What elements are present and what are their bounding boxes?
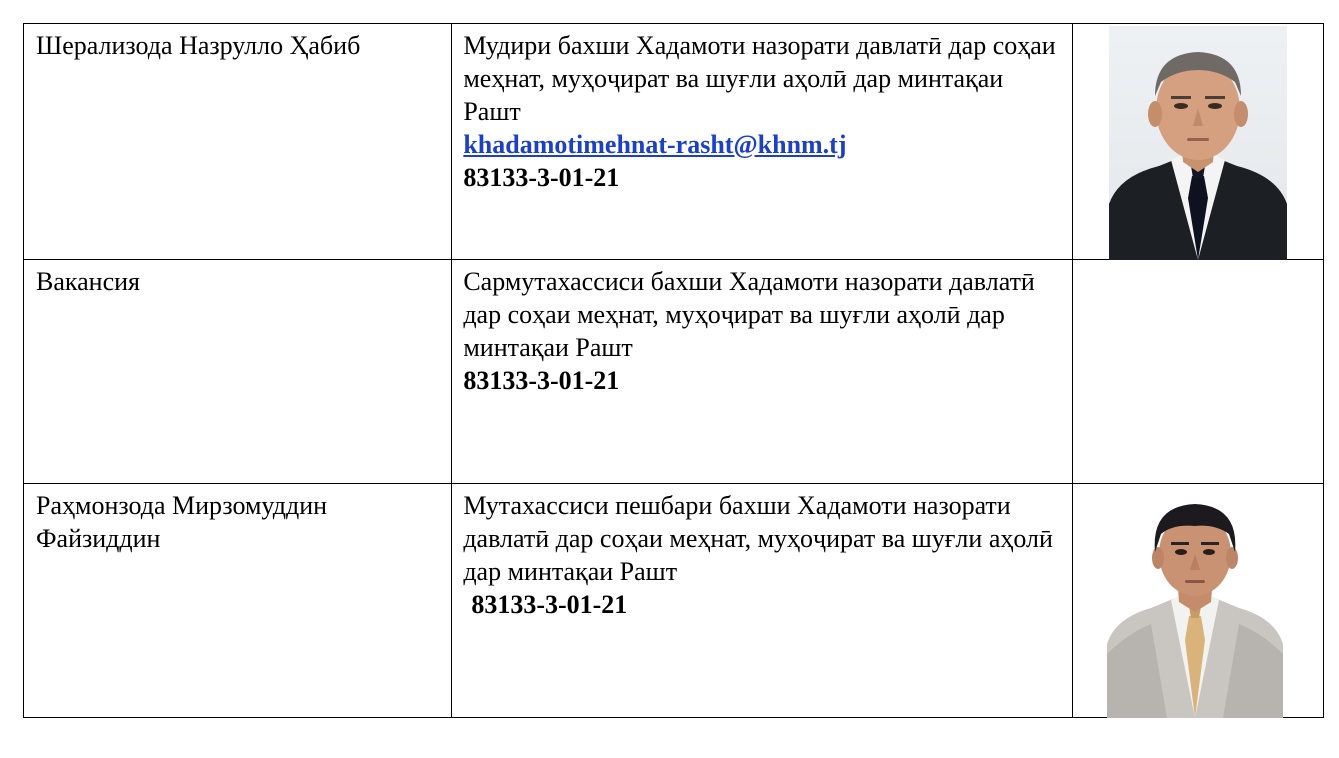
email-link[interactable]: khadamotimehnat-rasht@khnm.tj	[463, 130, 847, 159]
position-cell	[452, 260, 1072, 484]
employee-name: Вакансия	[36, 267, 140, 296]
position-title: Мутахассиси пешбари бахши Хадамоти назорати давлатӣ дар соҳаи меҳнат, муҳоҷират ва шуғли аҳолӣ дар минтақаи Рашт	[463, 491, 1053, 586]
photo-cell	[1072, 484, 1323, 718]
phone-number: 83133-3-01-21	[463, 366, 620, 395]
position-title: Мудири бахши Хадамоти назорати давлатӣ дар соҳаи меҳнат, муҳоҷират ва шуғли аҳолӣ дар минтақаи Рашт	[463, 31, 1056, 126]
position-cell	[452, 484, 1072, 718]
name-cell	[24, 260, 452, 484]
name-cell	[24, 24, 452, 260]
phone-number: 83133-3-01-21	[463, 163, 620, 192]
name-cell	[24, 484, 452, 718]
table-row	[24, 484, 1324, 718]
photo-cell-empty	[1072, 260, 1323, 484]
photo-cell	[1072, 24, 1323, 260]
staff-table	[23, 23, 1324, 718]
portrait-photo-icon	[1109, 26, 1287, 260]
table-row	[24, 260, 1324, 484]
position-title: Сармутахассиси бахши Хадамоти назорати давлатӣ дар соҳаи меҳнат, муҳоҷират ва шуғли аҳолӣ дар минтақаи Рашт	[463, 267, 1035, 362]
position-cell	[452, 24, 1072, 260]
portrait-photo	[1107, 494, 1283, 718]
phone-number: 83133-3-01-21	[471, 590, 628, 619]
portrait-photo	[1109, 26, 1287, 260]
table-row	[24, 24, 1324, 260]
portrait-photo-icon	[1107, 494, 1283, 718]
employee-name: Раҳмонзода Мирзомуддин Файзиддин	[36, 491, 328, 553]
employee-name: Шерализода Назрулло Ҳабиб	[36, 31, 361, 60]
